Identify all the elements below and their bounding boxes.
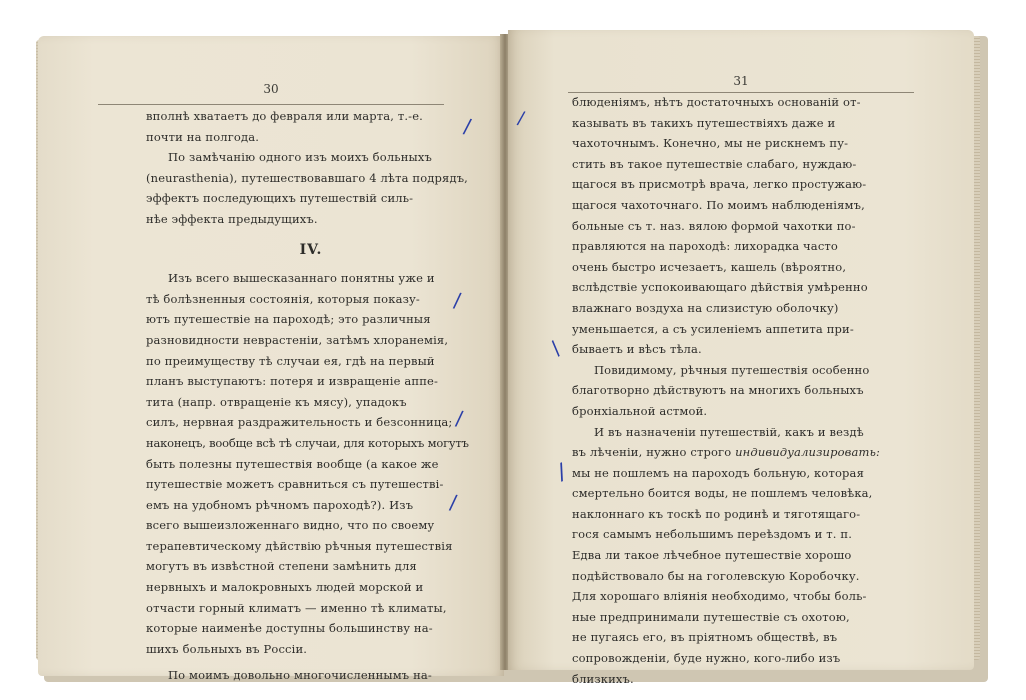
emphasized-word: индивидуализировать: (735, 445, 880, 460)
text-line: казывать въ такихъ путешествіяхъ даже и (572, 115, 836, 130)
text-line: Для хорошаго вліянія необходимо, чтобы боль- (572, 589, 867, 604)
left-page (38, 36, 504, 683)
text-fragment: въ лѣченіи, нужно строго (572, 445, 732, 460)
text-line: близкихъ. (572, 671, 634, 686)
pen-mark-icon: / (545, 336, 566, 360)
left-page-text (146, 106, 476, 686)
section-heading: IV. (299, 241, 323, 258)
text-line: щагося чахоточнаго. По моимъ наблюденіямъ, (572, 197, 865, 212)
text-line: наконецъ, вообще всѣ тѣ случаи, для которыхъ могутъ (146, 435, 469, 450)
text-line: смертельно боится воды, не пошлемъ человѣка, (572, 486, 873, 501)
text-line: нервныхъ и малокровныхъ людей морской и (146, 580, 424, 595)
text-line: По замѣчанію одного изъ моихъ больныхъ (168, 150, 432, 165)
text-line: благотворно дѣйствуютъ на многихъ больныхъ (572, 383, 864, 398)
text-line: подѣйствовало бы на гоголевскую Коробочку. (572, 568, 860, 583)
text-line: чахоточнымъ. Конечно, мы не рискнемъ пу- (572, 136, 849, 151)
pen-mark-icon: / (553, 459, 570, 486)
text-line: Повидимому, рѣчныя путешествія особенно (594, 362, 870, 377)
pen-mark-icon: / (515, 107, 527, 130)
text-line: гося самымъ небольшимъ переѣздомъ и т. п. (572, 527, 852, 542)
text-line: стить въ такое путешествіе слабаго, нуждаю- (572, 156, 857, 171)
text-line: силъ, нервная раздражительность и безсонница; (146, 415, 453, 430)
text-line: влажнаго воздуха на слизистую оболочку) (572, 300, 839, 315)
text-line: ютъ путешествіе на пароходѣ; это различныя (146, 312, 431, 327)
right-page (508, 30, 974, 686)
text-line: щагося въ присмотрѣ врача, легко простужаю- (572, 177, 867, 192)
text-line: почти на полгода. (146, 129, 260, 144)
text-line: бываетъ и вѣсъ тѣла. (572, 342, 702, 357)
text-line (572, 442, 912, 463)
text-line: очень быстро исчезаетъ, кашель (вѣроятно, (572, 259, 847, 274)
text-line: Изъ всего вышесказаннаго понятны уже и (168, 271, 435, 286)
pen-mark-icon: / (452, 287, 463, 313)
text-line: Едва ли такое лѣчебное путешествіе хорошо (572, 548, 852, 563)
text-line: нѣе эффекта предыдущихъ. (146, 211, 318, 226)
text-line: И въ назначеніи путешествій, какъ и вездѣ (594, 424, 864, 439)
pen-mark-icon: / (461, 113, 473, 139)
text-line: которые наименѣе доступны большинству на- (146, 621, 433, 636)
text-line: всего вышеизложеннаго видно, что по своему (146, 518, 435, 533)
text-line: ные предпринимали путешествіе съ охотою, (572, 609, 850, 624)
text-line: терапевтическому дѣйствію рѣчныя путешествія (146, 538, 453, 553)
text-line: вполнѣ хватаетъ до февраля или марта, т.-е. (146, 109, 423, 123)
page-number: 30 (263, 82, 279, 96)
text-line: шихъ больныхъ въ Россіи. (146, 641, 308, 656)
page-header-rule (98, 104, 444, 105)
text-line: бронхіальной астмой. (572, 403, 708, 418)
text-line: планъ выступаютъ: потеря и извращеніе аппе- (146, 374, 439, 389)
text-line: вслѣдствіе успокоивающаго дѣйствія умѣренно (572, 280, 868, 295)
text-line: могутъ въ извѣстной степени замѣнить для (146, 559, 417, 574)
pen-mark-icon: / (448, 489, 459, 515)
text-line: тѣ болѣзненныя состоянія, которыя показу- (146, 291, 420, 306)
text-line: уменьшается, а съ усиленіемъ аппетита при- (572, 321, 854, 336)
text-line: мы не пошлемъ на пароходъ больную, которая (572, 465, 864, 480)
text-line: тита (напр. отвращеніе къ мясу), упадокъ (146, 394, 407, 409)
text-line: блюденіямъ, нѣтъ достаточныхъ основаній от- (572, 95, 861, 109)
text-line: наклоннаго къ тоскѣ по родинѣ и тяготящаго- (572, 506, 861, 521)
text-line: не пугаясь его, въ пріятномъ обществѣ, въ (572, 630, 838, 645)
text-line: (neurasthenia), путешествовавшаго 4 лѣта подрядъ, эффектъ последующихъ путешествiй силь- (146, 170, 468, 206)
text-line: По моимъ довольно многочисленнымъ на- (168, 668, 432, 683)
text-line: больные съ т. наз. вялою формой чахотки по- (572, 218, 856, 233)
text-line: путешествіе можетъ сравниться съ путешестві- (146, 477, 444, 492)
text-line: отчасти горный климатъ — именно тѣ климаты, (146, 600, 447, 615)
text-line: емъ на удобномъ рѣчномъ пароходѣ?). Изъ (146, 497, 414, 512)
text-line: правляются на пароходѣ: лихорадка часто (572, 239, 838, 254)
text-line: сопровожденіи, буде нужно, кого-либо изъ (572, 651, 841, 666)
pen-mark-icon: / (454, 405, 465, 431)
page-number: 31 (733, 74, 749, 88)
right-page-text (572, 92, 912, 689)
text-line: быть полезны путешествія вообще (а какое же (146, 456, 439, 471)
text-line: по преимуществу тѣ случаи ея, гдѣ на первый (146, 353, 435, 368)
text-line: разновидности неврастеніи, затѣмъ хлоранемія, (146, 332, 449, 347)
